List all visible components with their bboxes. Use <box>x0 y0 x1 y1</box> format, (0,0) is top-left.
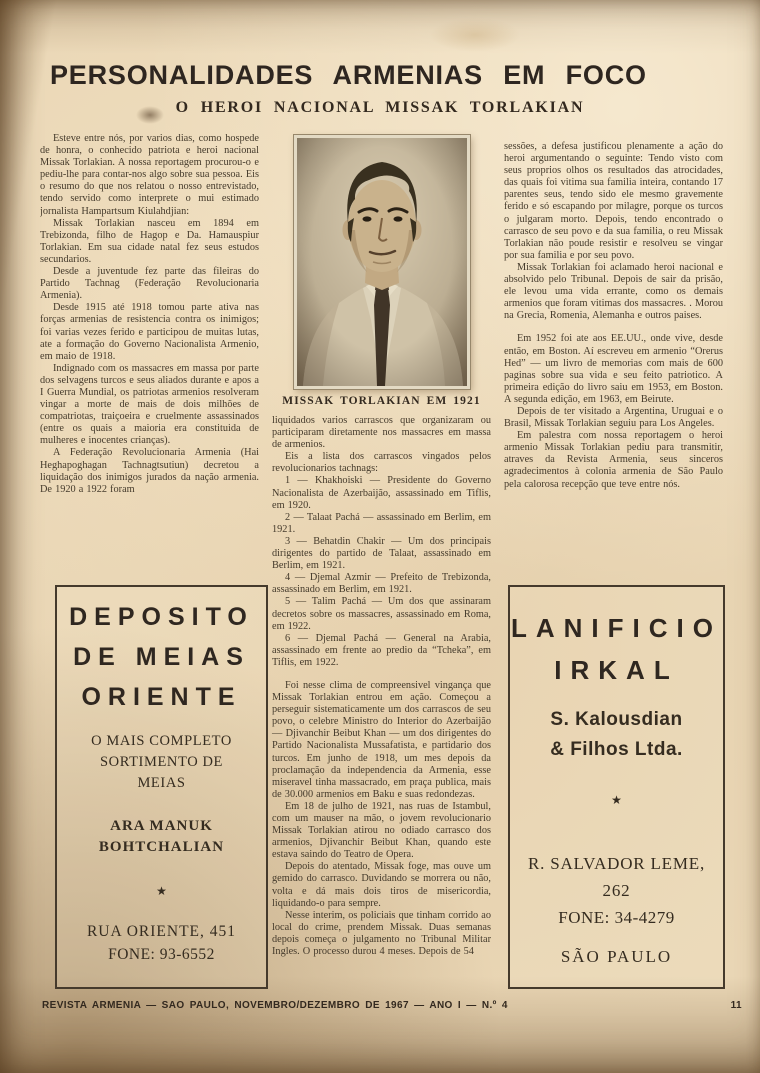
footer-imprint: REVISTA ARMENIA — SAO PAULO, NOVEMBRO/DEZEMBRO DE 1967 — ANO I — N.º 4 <box>42 1000 508 1011</box>
ad-title-line: DE MEIAS <box>73 643 250 671</box>
column-middle <box>272 133 491 958</box>
paragraph: Foi nesse clima de compreensivel vingança que Missak Torlakian entrou em ação. Começou a perseguir sistematicamente um dos carrascos de seu povo, o celebre Ministro do Interior do Azerbaijão — Djivanchir Beibut Khan — um dos dirigentes do Partido Nacionalista Mussafatista, e partidario dos turcos. Em junho de 1918, um mes depois da proclamação da independencia da Armenia, esse miseravel tinha massacrado, em praça publica, mais de 30.000 armenios em Baku e suas redondezas. <box>272 679 491 800</box>
paragraph: 6 — Djemal Pachá — General na Arabia, assassinado em frente ao predio da “Tcheka”, em Tiflis, em 1922. <box>272 632 491 668</box>
page-number: 11 <box>730 1000 742 1011</box>
ad-owner-name-line: ARA MANUK <box>110 818 213 834</box>
ad-owner-name-line: BOHTCHALIAN <box>98 839 225 855</box>
paragraph: liquidados varios carrascos que organizaram ou participaram diretamente nos massacres em massa de armenios. <box>272 415 491 451</box>
paragraph: Em 1952 foi ate aos EE.UU., onde vive, desde então, em Boston. Aí escreveu em armenio “Orerus Hed” — um livro de memorias com mais de 600 paginas sobre sua vida e seu feito patriotico. A primeira edição do livro saiu em 1953, em Boston. A segunda edição, em 1963, em Beirute. <box>504 333 723 405</box>
portrait-illustration <box>297 138 467 386</box>
paragraph: Indignado com os massacres em massa por parte dos selvagens turcos e seus aliados durante e apos a I Guerra Mundial, os patriotas armenios resolveram vingar a morte de mais de dois milhões de compatriotas, traiçoeira e cruelmente assassinados (entre os quais a maioria era constituida de mulheres e inocentes crianças). <box>40 362 259 447</box>
paragraph: Em 18 de julho de 1921, nas ruas de Istambul, com um mauser na mão, o jovem revolucionario Missak Torlakian atirou no odiado carrasco dos armenios, Djivanchir Beibut Khan, quando este estava saindo do Teatro de Opera. <box>272 800 491 861</box>
ad-deposito-meias-oriente <box>55 585 268 989</box>
ad-city: SÃO PAULO <box>560 947 673 966</box>
ad-title-line: LANIFICIO <box>511 613 722 643</box>
star-icon: ★ <box>611 793 622 807</box>
ad-address: RUA ORIENTE, 451 <box>86 923 237 940</box>
ad-title-line: IRKAL <box>554 655 679 685</box>
ad-phone: FONE: 34-4279 <box>558 908 675 927</box>
ad-title <box>57 587 266 717</box>
ad-address <box>510 850 723 904</box>
paragraph: Depois do atentado, Missak foge, mas ouve um gemido do carrasco. Duvidando se morrera ou não, volta e dá mais dois tiros de misericordia, liquidando-o para sempre. <box>272 861 491 909</box>
ad-address-line: R. SALVADOR LEME, <box>527 854 706 873</box>
ad-owner-name <box>510 705 723 765</box>
page-footer <box>42 1000 742 1011</box>
paragraph: sessões, a defesa justificou plenamente a ação do heroi argumentando o seguinte: Tendo visto com seus proprios olhos os resultados das atrocidades, das quais foi vitima sua familia inteira, contando 17 parentes seus, tendo sido ele mesmo gravemente ferido e só escapando por milagre, porque os turcos o julgaram morto. Depois, tendo encontrado o carrasco de seu povo e da sua familia, o reu Missak Torlakian não poude resistir e resolveu se vingar por sua familia e por seu povo. <box>504 141 723 261</box>
ad-title <box>510 587 723 691</box>
paragraph: Missak Torlakian foi aclamado heroi nacional e absolvido pelo Tribunal. Depois de sair da prisão, ele levou uma vida errante, como os demais armenios que foram vitimas dos massacres. . Morou na Grecia, Romenia, Alemanha e outros paises. <box>504 261 723 322</box>
paragraph: 4 — Djemal Azmir — Prefeito de Trebizonda, assassinado em Berlim, em 1921. <box>272 572 491 596</box>
paragraph: 2 — Talaat Pachá — assassinado em Berlim, em 1921. <box>272 511 491 535</box>
paragraph: Missak Torlakian nasceu em 1894 em Trebizonda, filho de Hagop e Da. Hamauspiur Torlakian. Em sua cidade natal fez seus estudos secundarios. <box>40 217 259 265</box>
ad-tagline: O MAIS COMPLETO SORTIMENTO DE MEIAS <box>91 733 232 791</box>
ad-title-line: DEPOSITO <box>69 603 254 631</box>
ad-lanificio-irkal <box>508 585 725 989</box>
column-right-text <box>504 141 723 491</box>
ad-phone: FONE: 93-6552 <box>108 946 215 963</box>
ad-title-line: ORIENTE <box>81 683 242 711</box>
paragraph: 1 — Khakhoiski — Presidente do Governo Nacionalista de Azerbaijão, assassinado em Tiflis, em 1920. <box>272 475 491 511</box>
page-title: PERSONALIDADES ARMENIAS EM FOCO <box>50 60 647 90</box>
paragraph: Em palestra com nossa reportagem o heroi armenio Missak Torlakian pediu para transmitir, atraves da Revista Armenia, seus sinceros agradecimentos à colonia armenia de São Paulo pela calorosa recepção que teve entre nós. <box>504 430 723 490</box>
paragraph: 5 — Talim Pachá — Um dos que assinaram decretos sobre os massacres, assassinado em Roma, em 1922. <box>272 596 491 632</box>
ad-address-line: 262 <box>602 881 631 900</box>
paragraph: Depois de ter visitado a Argentina, Uruguai e o Brasil, Missak Torlakian seguiu para Los Angeles. <box>504 405 723 430</box>
paragraph: Eis a lista dos carrascos vingados pelos revolucionarios tachnags: <box>272 451 491 475</box>
ad-owner-name-line: S. Kalousdian <box>550 709 683 730</box>
star-icon: ★ <box>156 884 167 898</box>
paper-highlight <box>430 18 520 52</box>
column-middle-text <box>272 415 491 958</box>
ad-owner-name <box>57 816 266 858</box>
paragraph: A Federação Revolucionaria Armenia (Hai Heghapoghagan Tachnagtsutiun) decretou a liquidação dos inimigos jurados da nação armenia. De 1920 a 1922 foram <box>40 447 259 495</box>
ad-owner-name-line: & Filhos Ltda. <box>550 739 683 760</box>
paragraph: Esteve entre nós, por varios dias, como hospede de honra, o conhecido patriota e heroi nacional Missak Torlakian. A nossa reportagem procurou-o e pediu-lhe para contar-nos algo sobre sua pessoa. Eis o resumo do que nos relatou o nosso entrevistado, tendo servido como interprete o mui estimado jornalista Hampartsum Kiulahdjian: <box>40 133 259 217</box>
portrait-photo <box>294 135 470 389</box>
paragraph: Nesse interim, os policiais que tinham corrido ao local do crime, prendem Missak. Duas semanas depois começa o julgamento no Tribunal Militar Ingles. O processo durou 4 meses. Depois de 54 <box>272 909 491 958</box>
paragraph: Desde 1915 até 1918 tomou parte ativa nas forças armenias de resistencia contra os inimigos; foi varias vezes ferido e participou de muitas lutas, ate a formação do Governo Nacionalista Armenio, em maio de 1918. <box>40 302 259 362</box>
page-subtitle: O HEROI NACIONAL MISSAK TORLAKIAN <box>175 99 585 116</box>
column-left-text <box>40 133 259 496</box>
paragraph: 3 — Behatdin Chakir — Um dos principais dirigentes do partido de Talaat, assassinado em Berlim, em 1921. <box>272 535 491 572</box>
paragraph: Desde a juventude fez parte das fileiras do Partido Tachnag (Federação Revolucionaria Armenia). <box>40 266 259 302</box>
photo-caption: MISSAK TORLAKIAN EM 1921 <box>282 395 481 407</box>
